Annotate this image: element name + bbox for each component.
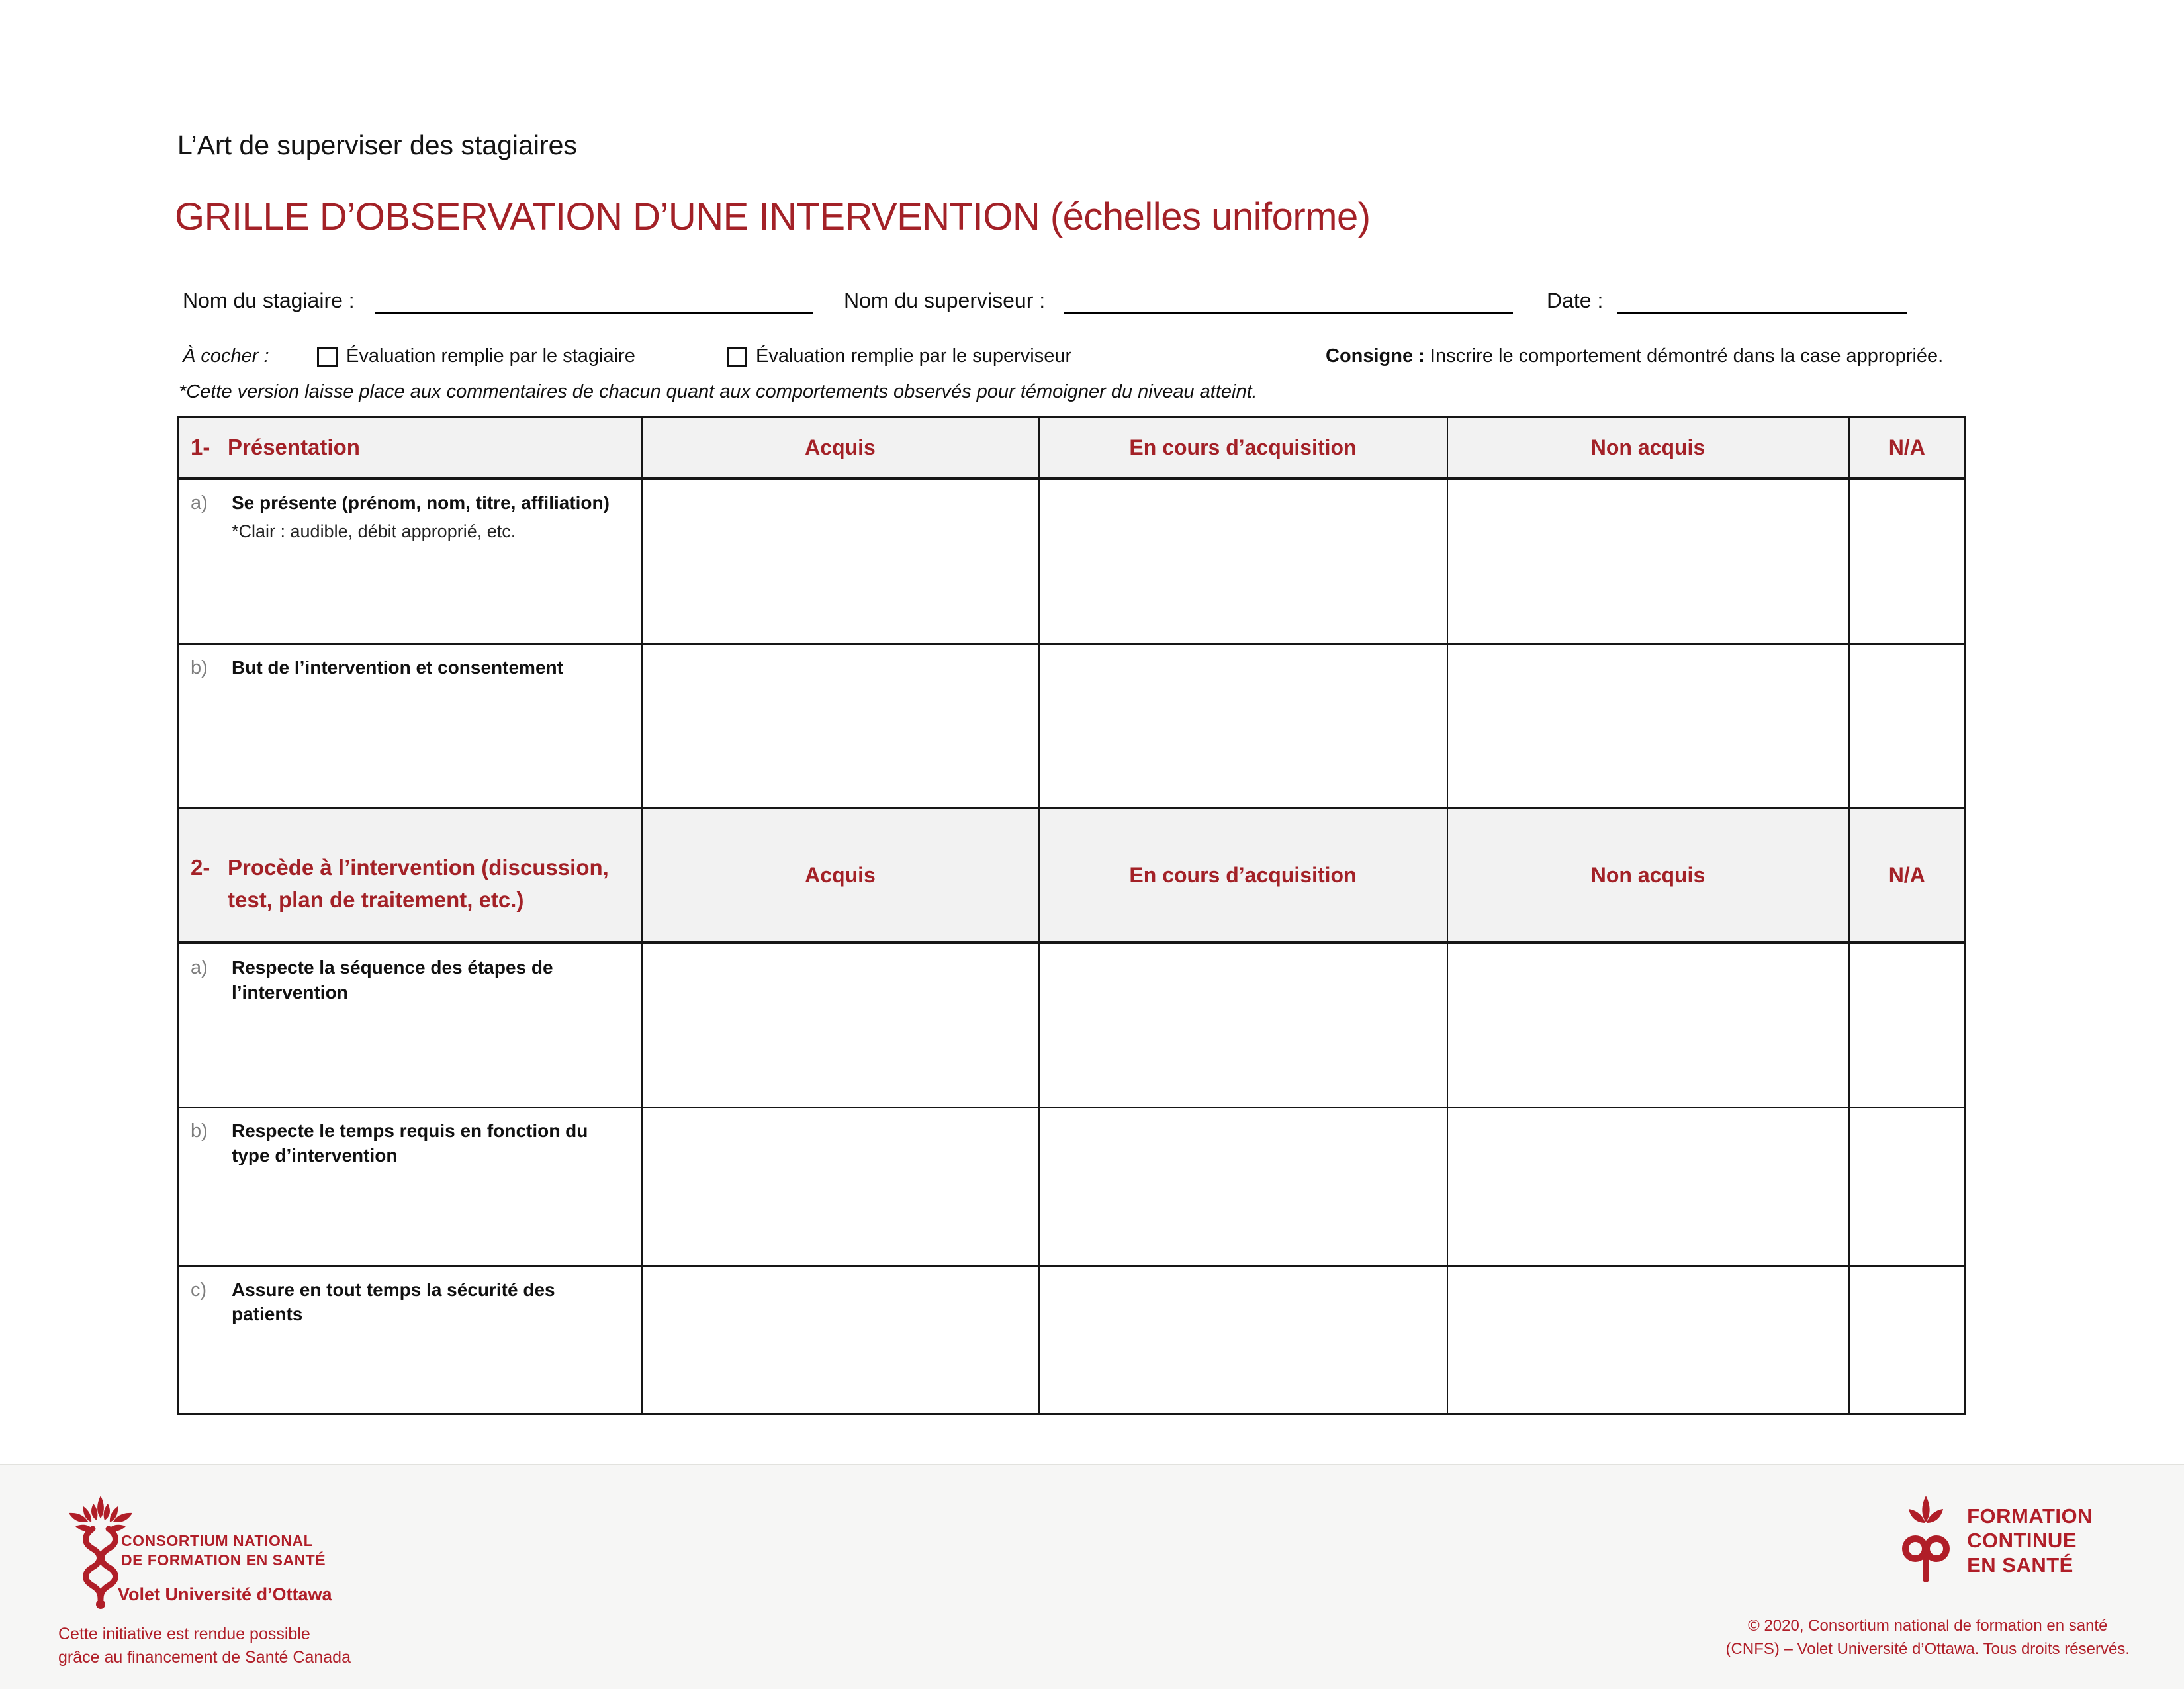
column-header-non-acquis: Non acquis: [1447, 418, 1849, 479]
fcs-logo-icon: [1898, 1494, 1954, 1584]
date-label: Date :: [1547, 289, 1604, 312]
cnfs-name: [121, 1531, 326, 1570]
observation-table: [177, 416, 1966, 1415]
cnfs-name-line1: CONSORTIUM NATIONAL: [121, 1532, 314, 1549]
copyright-line1: © 2020, Consortium national de formation en santé: [1748, 1617, 2108, 1635]
funding-line1: Cette initiative est rendue possible: [58, 1625, 310, 1643]
column-header-acquis: Acquis: [642, 418, 1039, 479]
comment-cell-non-acquis[interactable]: [1447, 644, 1849, 808]
criterion-text: But de l’intervention et consentement: [232, 657, 563, 678]
fcs-logo: [1898, 1494, 2093, 1584]
criterion-text: Assure en tout temps la sécurité des patients: [232, 1279, 555, 1325]
criterion-cell: [178, 479, 642, 644]
section-2-number: 2-: [191, 854, 210, 880]
page-title: GRILLE D’OBSERVATION D’UNE INTERVENTION (échelles uniforme): [175, 195, 1371, 238]
section-2-title-cell: [178, 808, 642, 943]
criterion-text: Se présente (prénom, nom, titre, affiliation): [232, 492, 610, 513]
superviseur-label: Nom du superviseur :: [844, 289, 1046, 312]
column-header-na: N/A: [1849, 808, 1966, 943]
comment-cell-acquis[interactable]: [642, 943, 1039, 1107]
fcs-wordmark: [1967, 1494, 2093, 1578]
funding-line2: grâce au financement de Santé Canada: [58, 1648, 351, 1666]
section-1-title: Présentation: [228, 435, 360, 460]
criterion-marker: a): [191, 957, 208, 978]
fcs-line1: FORMATION: [1967, 1504, 2093, 1528]
superviseur-evaluation-checkbox[interactable]: [727, 347, 747, 367]
criterion-marker: a): [191, 492, 208, 514]
comment-cell-acquis[interactable]: [642, 644, 1039, 808]
stagiaire-evaluation-checkbox[interactable]: [317, 347, 338, 367]
comment-cell-non-acquis[interactable]: [1447, 1266, 1849, 1414]
comment-cell-na[interactable]: [1849, 1266, 1966, 1414]
criterion-cell: [178, 1266, 642, 1414]
funding-note: [58, 1623, 351, 1669]
column-header-en-cours: En cours d’acquisition: [1039, 808, 1447, 943]
criterion-marker: b): [191, 1120, 208, 1142]
section-1-title-cell: [178, 418, 642, 479]
table-row: [178, 479, 1966, 644]
stagiaire-evaluation-label: Évaluation remplie par le stagiaire: [346, 345, 635, 367]
criterion-marker: c): [191, 1279, 207, 1301]
superviseur-evaluation-label: Évaluation remplie par le superviseur: [756, 345, 1072, 367]
version-note: *Cette version laisse place aux commentaires de chacun quant aux comportements observés pour témoigner du niveau atteint.: [179, 381, 1257, 402]
superviseur-fill-line[interactable]: [1064, 285, 1513, 314]
column-header-acquis: Acquis: [642, 808, 1039, 943]
copyright: [1726, 1615, 2130, 1661]
date-fill-line[interactable]: [1617, 285, 1907, 314]
comment-cell-en-cours[interactable]: [1039, 1266, 1447, 1414]
footer: [0, 1464, 2184, 1689]
criterion-subtext: *Clair : audible, débit approprié, etc.: [232, 521, 516, 541]
section-1-header-row: [178, 418, 1966, 479]
course-title: L’Art de superviser des stagiaires: [177, 130, 577, 160]
criterion-marker: b): [191, 657, 208, 678]
stagiaire-fill-line[interactable]: [375, 285, 813, 314]
a-cocher-label: À cocher :: [183, 345, 269, 367]
comment-cell-na[interactable]: [1849, 479, 1966, 644]
comment-cell-en-cours[interactable]: [1039, 1107, 1447, 1266]
criterion-text: Respecte la séquence des étapes de l’intervention: [232, 957, 553, 1003]
consigne-line: [1326, 345, 1943, 367]
comment-cell-na[interactable]: [1849, 1107, 1966, 1266]
criterion-cell: [178, 644, 642, 808]
cnfs-volet: Volet Université d’Ottawa: [118, 1584, 332, 1604]
column-header-en-cours: En cours d’acquisition: [1039, 418, 1447, 479]
section-1-number: 1-: [191, 435, 210, 460]
comment-cell-acquis[interactable]: [642, 1266, 1039, 1414]
table-row: [178, 943, 1966, 1107]
fcs-line3: EN SANTÉ: [1967, 1553, 2073, 1577]
criterion-text: Respecte le temps requis en fonction du type d’intervention: [232, 1120, 588, 1166]
criterion-cell: [178, 1107, 642, 1266]
table-row: [178, 644, 1966, 808]
consigne-text: Inscrire le comportement démontré dans la case appropriée.: [1424, 345, 1944, 367]
table-row: [178, 1107, 1966, 1266]
comment-cell-non-acquis[interactable]: [1447, 1107, 1849, 1266]
fcs-line2: CONTINUE: [1967, 1529, 2077, 1553]
cnfs-name-line2: DE FORMATION EN SANTÉ: [121, 1551, 326, 1569]
comment-cell-en-cours[interactable]: [1039, 644, 1447, 808]
stagiaire-label: Nom du stagiaire :: [183, 289, 355, 312]
comment-cell-na[interactable]: [1849, 644, 1966, 808]
table-row: [178, 1266, 1966, 1414]
column-header-na: N/A: [1849, 418, 1966, 479]
comment-cell-acquis[interactable]: [642, 479, 1039, 644]
column-header-non-acquis: Non acquis: [1447, 808, 1849, 943]
comment-cell-non-acquis[interactable]: [1447, 943, 1849, 1107]
section-2-title: Procède à l’intervention (discussion, test, plan de traitement, etc.): [228, 854, 609, 912]
section-2-header-row: [178, 808, 1966, 943]
comment-cell-na[interactable]: [1849, 943, 1966, 1107]
comment-cell-non-acquis[interactable]: [1447, 479, 1849, 644]
criterion-cell: [178, 943, 642, 1107]
consigne-label: Consigne :: [1326, 345, 1425, 367]
comment-cell-acquis[interactable]: [642, 1107, 1039, 1266]
copyright-line2: (CNFS) – Volet Université d’Ottawa. Tous droits réservés.: [1725, 1639, 2130, 1658]
comment-cell-en-cours[interactable]: [1039, 943, 1447, 1107]
comment-cell-en-cours[interactable]: [1039, 479, 1447, 644]
